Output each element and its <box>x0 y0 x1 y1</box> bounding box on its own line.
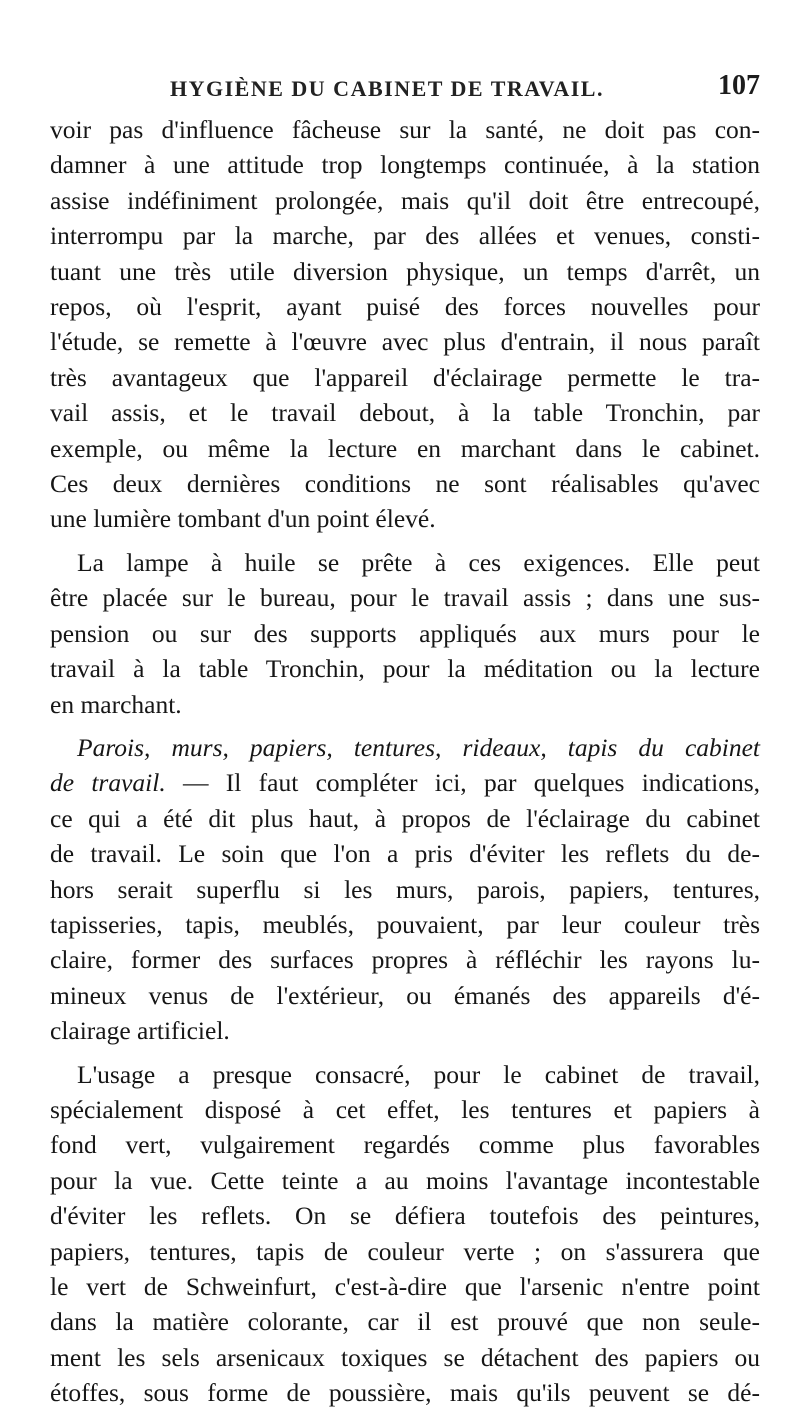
text-line: l'étude, se remette à l'œuvre avec plus d'entrain, il nous paraît <box>50 327 760 357</box>
text-line: vail assis, et le travail debout, à la table Tronchin, par <box>50 398 760 428</box>
text-line: claire, former des surfaces propres à réfléchir les rayons lu- <box>50 945 760 975</box>
section-heading-continued: de travail. <box>50 768 166 798</box>
text-line: tuant une très utile diversion physique, un temps d'arrêt, un <box>50 256 760 286</box>
text-line: fond vert, vulgairement regardés comme plus favorables <box>50 1130 760 1160</box>
body-text <box>50 112 760 1411</box>
text-line: d'éviter les reflets. On se défiera toutefois des peintures, <box>50 1201 760 1231</box>
text-line: très avantageux que l'appareil d'éclairage permette le tra- <box>50 362 760 392</box>
text-line: une lumière tombant d'un point élevé. <box>50 504 436 534</box>
text-line: pension ou sur des supports appliqués aux murs pour le <box>50 618 760 648</box>
text-line: ce qui a été dit plus haut, à propos de l'éclairage du cabinet <box>50 803 760 833</box>
text-line: damner à une attitude trop longtemps continuée, à la station <box>50 150 760 180</box>
text-line: interrompu par la marche, par des allées et venues, consti- <box>50 221 760 251</box>
text-line: clairage artificiel. <box>50 1016 230 1046</box>
text-line: dans la matière colorante, car il est prouvé que non seule- <box>50 1307 760 1337</box>
text-line: La lampe à huile se prête à ces exigences. Elle peut <box>77 547 760 577</box>
text-line: tapisseries, tapis, meublés, pouvaient, par leur couleur très <box>50 909 760 939</box>
text-line: pour la vue. Cette teinte a au moins l'avantage incontestable <box>50 1165 760 1195</box>
text-line: papiers, tentures, tapis de couleur verte ; on s'assurera que <box>50 1236 760 1266</box>
text-line: travail à la table Tronchin, pour la méditation ou la lecture <box>50 654 760 684</box>
text-line: en marchant. <box>50 689 182 719</box>
text-line: mineux venus de l'extérieur, ou émanés des appareils d'é- <box>50 980 760 1010</box>
text-line: assise indéfiniment prolongée, mais qu'il doit être entrecoupé, <box>50 185 760 215</box>
section-heading: Parois, murs, papiers, tentures, rideaux, tapis du cabinet <box>77 732 760 762</box>
text-line: repos, où l'esprit, ayant puisé des forces nouvelles pour <box>50 292 760 322</box>
text-line: spécialement disposé à cet effet, les tentures et papiers à <box>50 1094 760 1124</box>
text-line: voir pas d'influence fâcheuse sur la santé, ne doit pas con- <box>50 115 760 144</box>
text-line: étoffes, sous forme de poussière, mais qu'ils peuvent se dé- <box>50 1378 760 1408</box>
text-line: L'usage a presque consacré, pour le cabinet de travail, <box>77 1059 760 1089</box>
text-line <box>50 765 760 800</box>
running-title: HYGIÈNE DU CABINET DE TRAVAIL. <box>170 76 604 101</box>
paragraph-2 <box>50 545 760 722</box>
paragraph-3 <box>50 730 760 1049</box>
text-line: le vert de Schweinfurt, c'est-à-dire que l'arsenic n'entre point <box>50 1272 760 1301</box>
text-line: Ces deux dernières conditions ne sont réalisables qu'avec <box>50 469 760 499</box>
text-line: ment les sels arsenicaux toxiques se détachent des papiers ou <box>50 1342 760 1372</box>
text-line: exemple, ou même la lecture en marchant dans le cabinet. <box>50 433 760 463</box>
paragraph-4 <box>50 1057 760 1411</box>
section-heading-line <box>50 730 760 765</box>
heading-continuation: — Il faut compléter ici, par quelques indications, <box>165 768 760 798</box>
paragraph-1 <box>50 112 760 537</box>
text-line: être placée sur le bureau, pour le travail assis ; dans une sus- <box>50 583 760 613</box>
page-header <box>50 68 760 112</box>
text-line: de travail. Le soin que l'on a pris d'éviter les reflets du de- <box>50 839 760 869</box>
page-number: 107 <box>718 70 760 101</box>
text-line: hors serait superflu si les murs, parois, papiers, tentures, <box>50 874 760 904</box>
